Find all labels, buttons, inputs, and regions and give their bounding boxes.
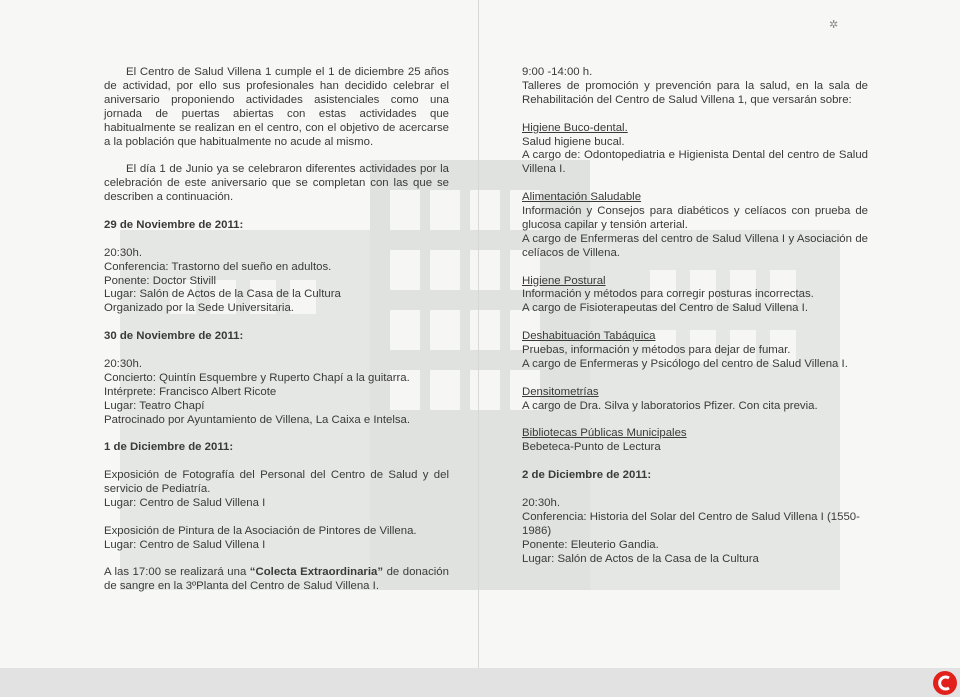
nov30-performer: Intérprete: Francisco Albert Ricote (104, 385, 277, 398)
date-heading-dec2: 2 de Diciembre de 2011: (522, 469, 652, 482)
oral-hygiene-desc: Salud higiene bucal. (522, 135, 625, 148)
brand-logo-icon (932, 670, 958, 696)
date-heading-dec1: 1 de Diciembre de 2011: (104, 441, 234, 454)
posture-title: Higiene Postural (522, 274, 606, 287)
healthy-food-desc: Información y Consejos para diabéticos y celíacos con prueba de glucosa capilar y tensión arterial. (522, 205, 868, 231)
nov30-place: Lugar: Teatro Chapí (104, 399, 205, 412)
oral-hygiene-staff: A cargo de: Odontopediatria e Higienista Dental del centro de Salud Villena I. (522, 149, 868, 176)
blood-drive-pre: A las 17:00 se realizará una (104, 566, 250, 579)
nov30-sponsor: Patrocinado por Ayuntamiento de Villena, La Caixa e Intelsa. (104, 413, 411, 426)
page-fold (478, 0, 479, 668)
workshop-intro: Talleres de promoción y prevención para la salud, en la sala de Rehabilitación del Centro de Salud Villena 1, que versarán sobre: (522, 79, 868, 106)
intro-paragraph-2: El día 1 de Junio ya se celebraron diferentes actividades por la celebración de este aniversario que se completan con las que se describen a continuación. (104, 163, 449, 204)
blood-drive-title: “Colecta Extraordinaria” (249, 566, 384, 579)
dec2-time: 20:30h. (522, 496, 561, 509)
dec1-exhibition-photo: Exposición de Fotografía del Personal del Centro de Salud y del servicio de Pediatría. (104, 469, 449, 496)
posture-staff: A cargo de Fisioterapeutas del Centro de Salud Villena I. (522, 302, 809, 315)
libraries-title: Bibliotecas Públicas Municipales (522, 427, 687, 440)
right-column (522, 66, 868, 567)
intro-paragraph: El Centro de Salud Villena 1 cumple el 1 de diciembre 25 años de actividad, por ello sus profesionales han decidido celebrar el aniversario proponiendo actividades asistenciales como una jornada de puertas abiertas con estas actividades que habitualmente se realizan en el centro, con el objetivo de acercarse a la población que habitualmente no acude al mismo. (104, 66, 449, 148)
libraries-desc: Bebeteca-Punto de Lectura (522, 441, 661, 454)
smoking-staff: A cargo de Enfermeras y Psicólogo del centro de Salud Villena I. (522, 357, 848, 370)
nov29-speaker: Ponente: Doctor Stivill (104, 274, 217, 287)
dec1-exhibition-photo-place: Lugar: Centro de Salud Villena I (104, 496, 266, 509)
workshop-time: 9:00 -14:00 h. (522, 66, 593, 78)
posture-desc: Información y métodos para corregir posturas incorrectas. (522, 288, 814, 301)
dec2-place: Lugar: Salón de Actos de la Casa de la Cultura (522, 552, 759, 565)
smoking-title: Deshabituación Tabáquica (522, 330, 656, 343)
healthy-food-title: Alimentación Saludable (522, 191, 642, 204)
nov29-place: Lugar: Salón de Actos de la Casa de la Cultura (104, 288, 341, 301)
dec2-speaker: Ponente: Eleuterio Gandia. (522, 538, 659, 551)
scan-mark-icon: ✲ (829, 19, 839, 31)
date-heading-nov30: 30 de Noviembre de 2011: (104, 330, 244, 343)
dec1-exhibition-paint-place: Lugar: Centro de Salud Villena I (104, 538, 266, 551)
densitometry-desc: A cargo de Dra. Silva y laboratorios Pfizer. Con cita previa. (522, 399, 818, 412)
dec2-event: Conferencia: Historia del Solar del Centro de Salud Villena I (1550-1986) (522, 510, 860, 537)
date-heading-nov29: 29 de Noviembre de 2011: (104, 218, 244, 231)
smoking-desc: Pruebas, información y métodos para dejar de fumar. (522, 344, 791, 357)
densitometry-title: Densitometrías (522, 385, 599, 398)
scan-bottom-margin (0, 668, 960, 697)
left-column (104, 66, 449, 594)
nov29-event: Conferencia: Trastorno del sueño en adultos. (104, 260, 332, 273)
blood-drive-post: de donación de sangre en la 3ºPlanta del Centro de Salud Villena I. (104, 566, 449, 593)
nov29-time: 20:30h. (104, 246, 143, 259)
nov30-time: 20:30h. (104, 357, 143, 370)
dec1-exhibition-paint: Exposición de Pintura de la Asociación de Pintores de Villena. (104, 524, 417, 537)
nov30-event: Concierto: Quintín Esquembre y Ruperto Chapí a la guitarra. (104, 371, 410, 384)
blood-drive-notice (104, 566, 449, 594)
nov29-organizer: Organizado por la Sede Universitaria. (104, 302, 294, 315)
healthy-food-staff: A cargo de Enfermeras del centro de Salud Villena I y Asociación de celíacos de Villena. (522, 232, 868, 259)
oral-hygiene-title: Higiene Buco-dental. (522, 121, 628, 134)
